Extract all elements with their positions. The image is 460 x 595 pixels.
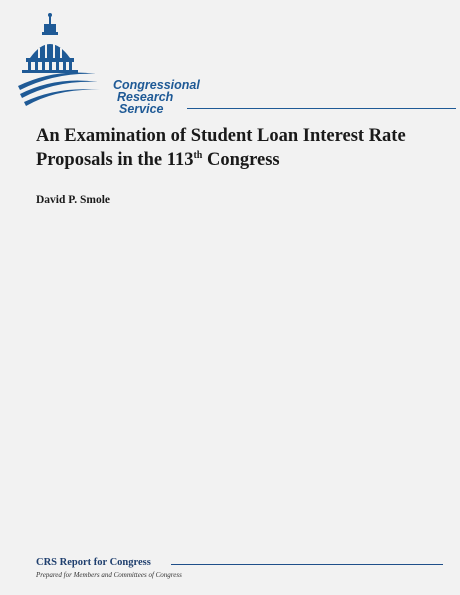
crs-wordmark [113, 79, 200, 115]
footer-subtitle: Prepared for Members and Committees of Congress [36, 571, 182, 579]
logo-rule [187, 108, 456, 109]
author-name: David P. Smole [36, 194, 111, 206]
title-line-2-prefix: Proposals in the 113 [36, 150, 194, 170]
logo-line-1: Congressional [113, 78, 200, 92]
logo-line-3: Service [119, 102, 164, 116]
crs-logo [16, 12, 446, 116]
footer-rule [171, 564, 443, 565]
title-superscript: th [193, 150, 203, 161]
footer-report-label: CRS Report for Congress [36, 557, 151, 568]
capitol-dome-icon [16, 12, 116, 112]
logo-line-2: Research [117, 90, 174, 104]
title-line-1: An Examination of Student Loan Interest Rate [36, 126, 406, 146]
report-title [36, 124, 446, 172]
title-line-2-suffix: Congress [202, 150, 280, 170]
